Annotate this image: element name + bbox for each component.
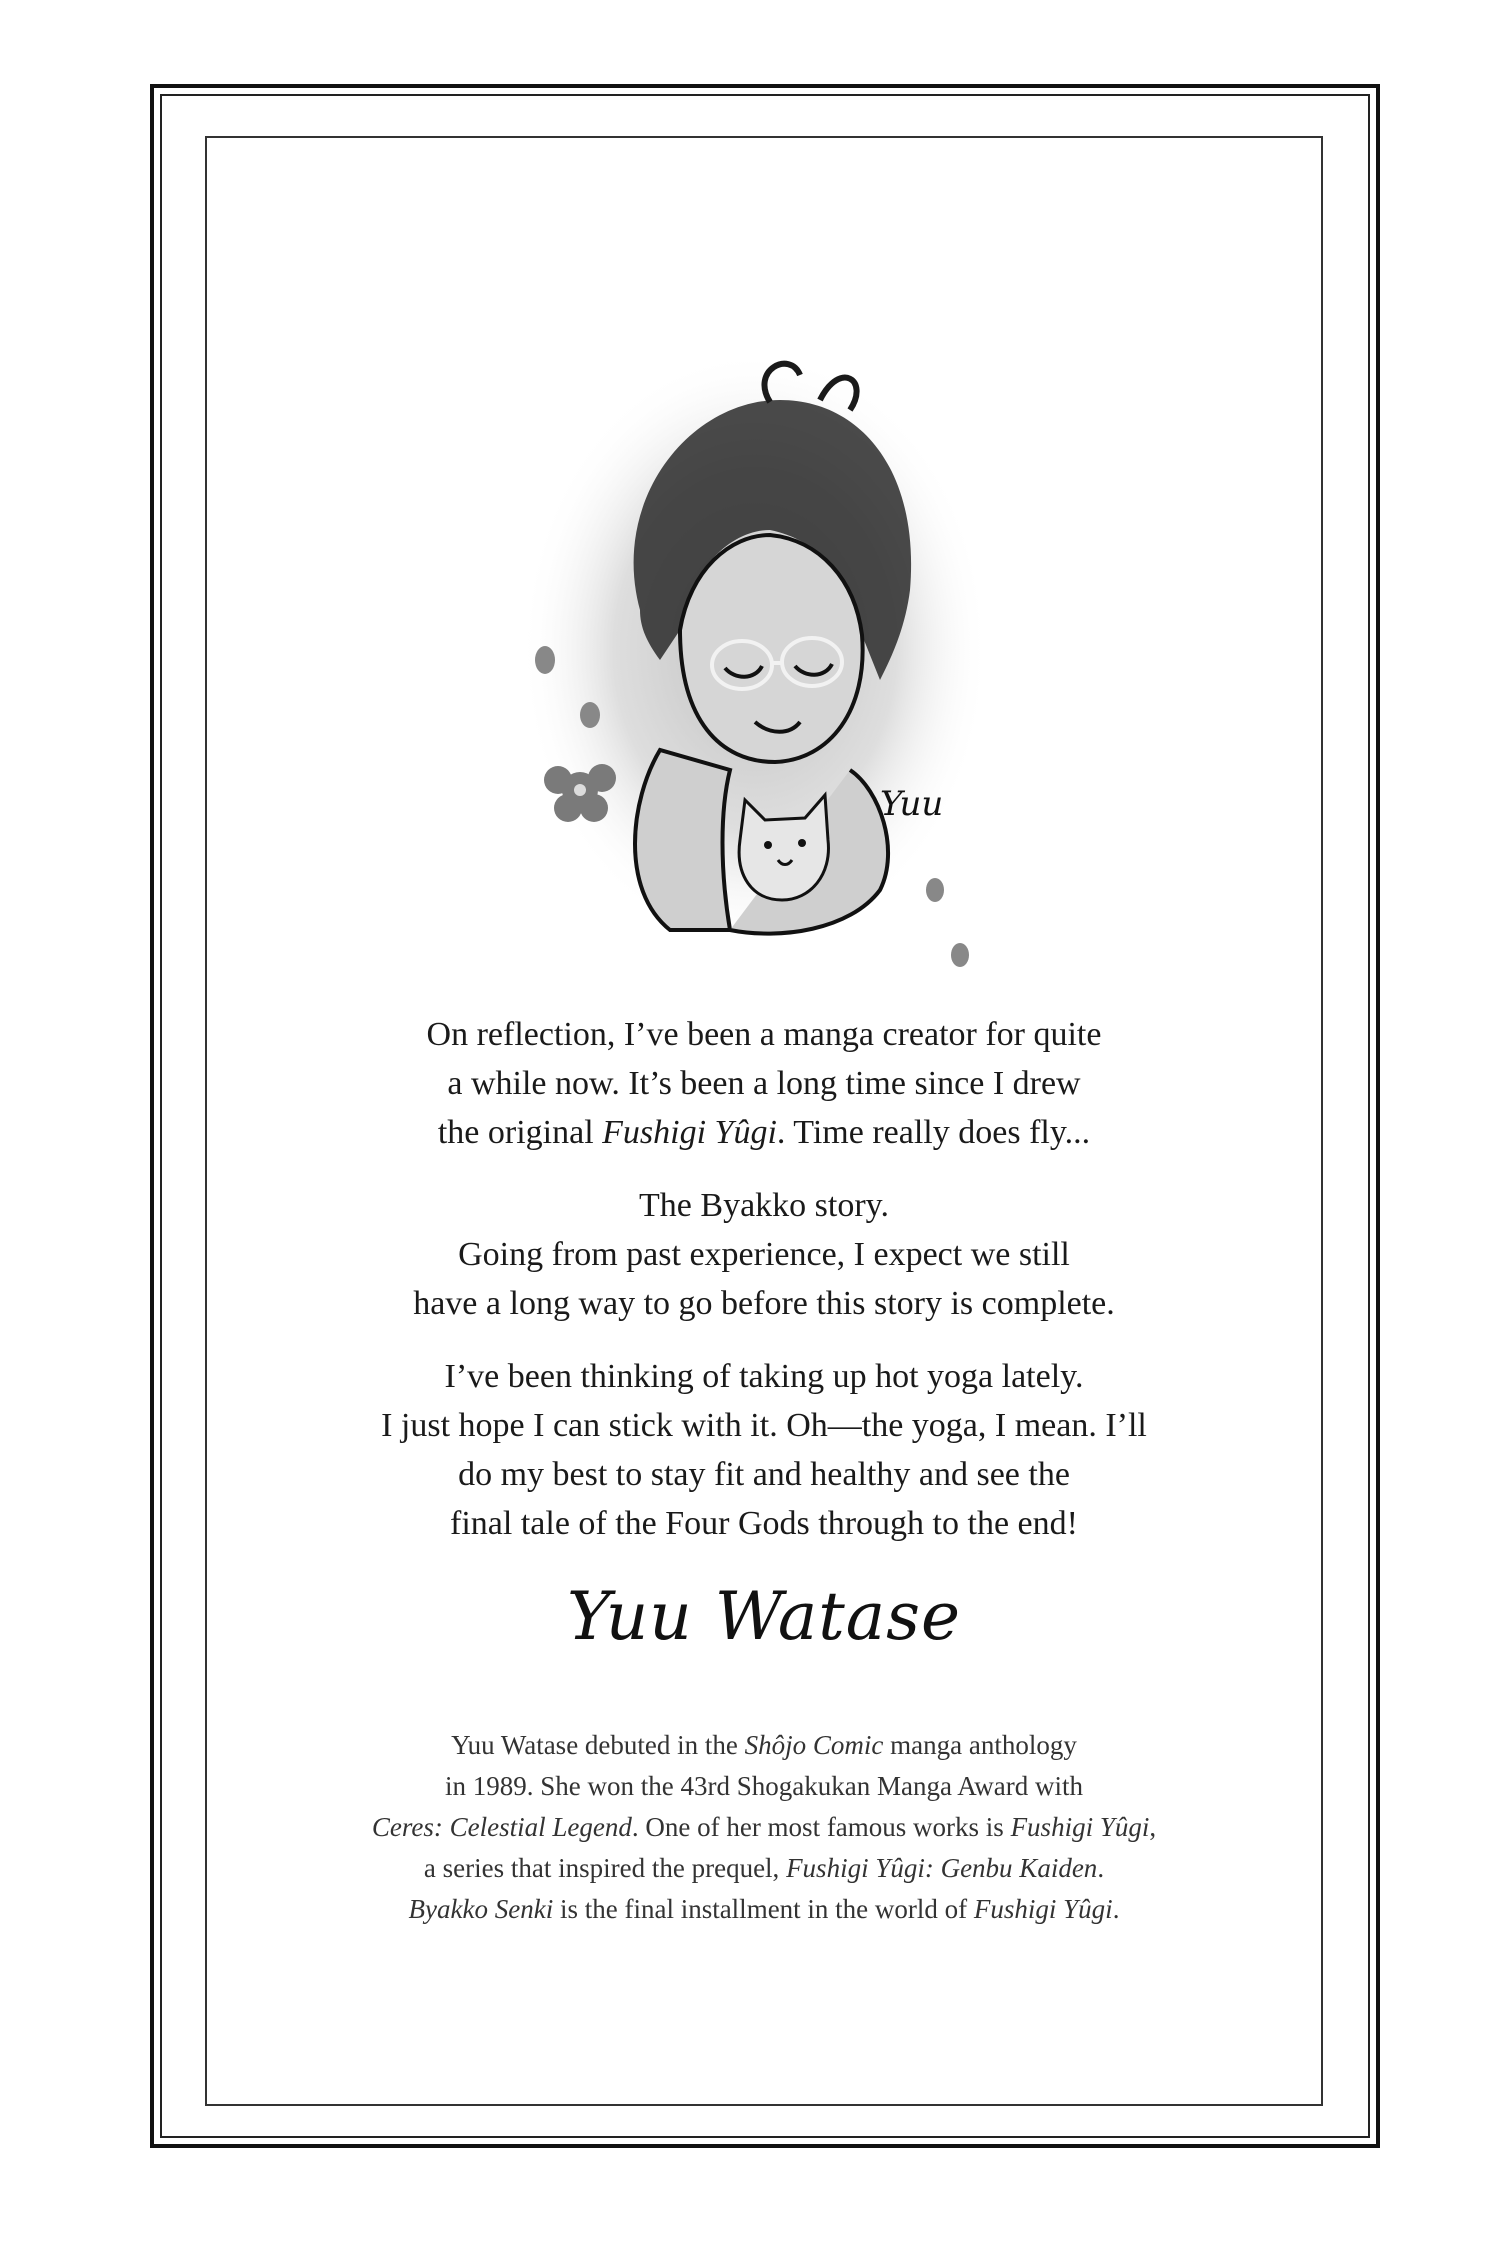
- bio-text: Yuu Watase debuted in the: [451, 1730, 745, 1760]
- bio-italic: Shôjo Comic: [744, 1730, 884, 1760]
- message-line: . Time really does fly...: [776, 1114, 1091, 1151]
- bio-text: .: [1097, 1853, 1105, 1883]
- message-line: final tale of the Four Gods through to the end!: [450, 1505, 1078, 1542]
- title-italic: Fushigi Yûgi: [602, 1114, 777, 1151]
- bio-line: [205, 1848, 1323, 1889]
- bio-line: [205, 1725, 1323, 1766]
- arm: [635, 750, 730, 930]
- bio-line: [205, 1766, 1323, 1807]
- message-paragraph-1: [205, 1010, 1323, 1157]
- message-line: On reflection, I’ve been a manga creator for quite: [426, 1016, 1102, 1053]
- petal-icon: [535, 646, 555, 674]
- bio-italic: Fushigi Yûgi: [1010, 1812, 1150, 1842]
- bio-text: . One of her most famous works is: [631, 1812, 1011, 1842]
- message-line: a while now. It’s been a long time since I drew: [447, 1065, 1081, 1102]
- bio-text: manga anthology: [883, 1730, 1077, 1760]
- author-message: [205, 1010, 1323, 1572]
- author-bio: [205, 1725, 1323, 1930]
- illustration-signature: Yuu: [880, 784, 944, 824]
- message-line: Going from past experience, I expect we still: [458, 1236, 1070, 1273]
- bio-text: in 1989. She won the 43rd Shogakukan Manga Award with: [445, 1771, 1083, 1801]
- message-line: the original: [437, 1114, 603, 1151]
- petal-icon: [951, 943, 969, 967]
- petal-icon: [926, 878, 944, 902]
- message-paragraph-2: [205, 1181, 1323, 1328]
- message-line: The Byakko story.: [639, 1187, 889, 1224]
- bio-italic: Fushigi Yûgi: [973, 1894, 1113, 1924]
- message-line: do my best to stay fit and healthy and see the: [458, 1456, 1070, 1493]
- author-signature: Yuu Watase: [566, 1578, 962, 1655]
- bio-italic: Byakko Senki: [408, 1894, 554, 1924]
- message-line: have a long way to go before this story is complete.: [413, 1285, 1115, 1322]
- bio-text: ,: [1149, 1812, 1157, 1842]
- bio-text: .: [1112, 1894, 1120, 1924]
- petal-icon: [580, 702, 600, 728]
- bio-italic: Fushigi Yûgi: Genbu Kaiden: [786, 1853, 1098, 1883]
- message-line: I’ve been thinking of taking up hot yoga lately.: [444, 1358, 1084, 1395]
- bio-text: a series that inspired the prequel,: [423, 1853, 787, 1883]
- bio-line: [205, 1889, 1323, 1930]
- bio-line: [205, 1807, 1323, 1848]
- bio-italic: Ceres: Celestial Legend: [371, 1812, 632, 1842]
- message-line: I just hope I can stick with it. Oh—the yoga, I mean. I’ll: [381, 1407, 1147, 1444]
- bio-text: is the final installment in the world of: [553, 1894, 974, 1924]
- message-paragraph-3: [205, 1352, 1323, 1548]
- author-portrait-illustration: [520, 330, 990, 970]
